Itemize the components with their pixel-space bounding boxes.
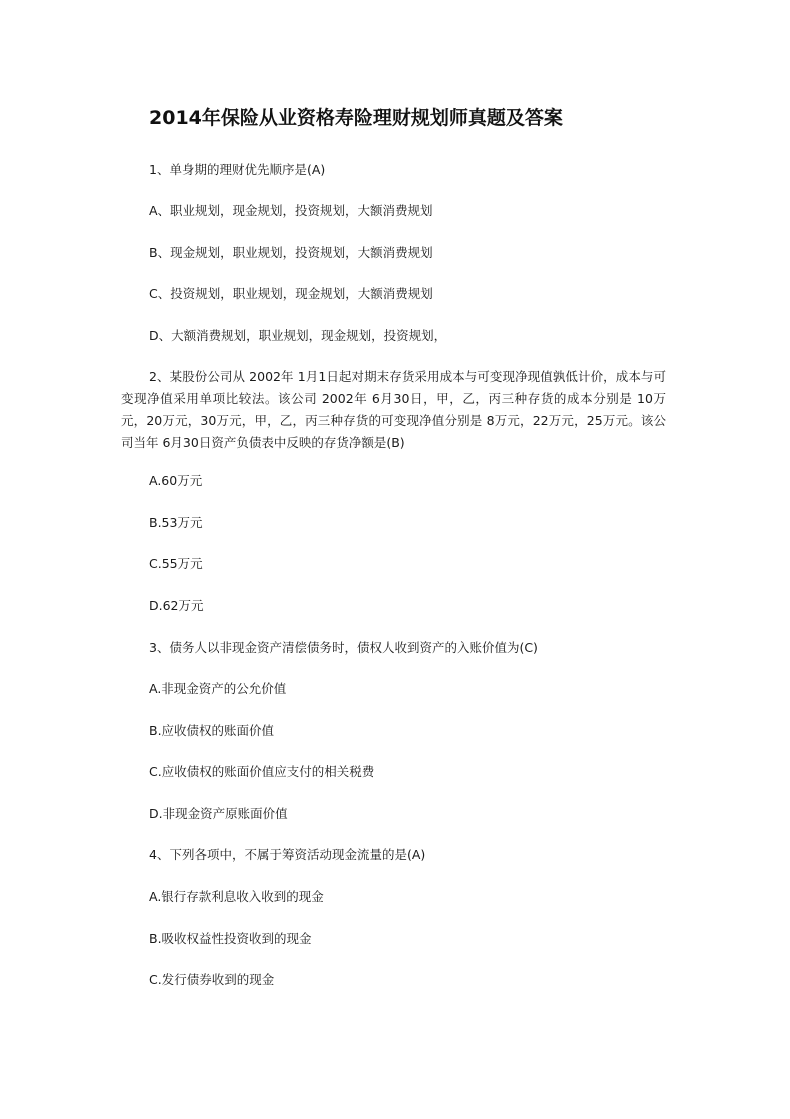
question-2-option-a: A.60万元 xyxy=(149,473,203,488)
question-3-option-a: A.非现金资产的公允价值 xyxy=(149,681,287,696)
question-1-option-d: D、大额消费规划，职业规划，现金规划，投资规划， xyxy=(149,328,447,343)
question-2: 2、某股份公司从 2002年 1月1日起对期末存货采用成本与可变现净现值孰低计价，成本与可变现净值采用单项比较法。该公司 2002年 6月30日，甲，乙，丙三种存货的成本分别是 10万元，20万元，30万元，甲，乙，丙三种存货的可变现净值分别是 8万元，22万元，25万元。该公司当年 6月30日资产负债表中反映的存货净额是(B) xyxy=(121,369,666,450)
question-4: 4、下列各项中，不属于筹资活动现金流量的是(A) xyxy=(149,847,426,862)
document-title: 2014年保险从业资格寿险理财规划师真题及答案 xyxy=(149,107,563,129)
question-2-option-c: C.55万元 xyxy=(149,556,203,571)
question-1: 1、单身期的理财优先顺序是(A) xyxy=(149,162,326,177)
question-1-option-b: B、现金规划，职业规划，投资规划，大额消费规划 xyxy=(149,245,433,260)
question-3: 3、债务人以非现金资产清偿债务时，债权人收到资产的入账价值为(C) xyxy=(149,640,538,655)
question-4-option-b: B.吸收权益性投资收到的现金 xyxy=(149,931,312,946)
question-4-option-a: A.银行存款利息收入收到的现金 xyxy=(149,889,324,904)
question-1-option-c: C、投资规划，职业规划，现金规划，大额消费规划 xyxy=(149,286,433,301)
question-3-option-b: B.应收债权的账面价值 xyxy=(149,723,275,738)
question-3-option-d: D.非现金资产原账面价值 xyxy=(149,806,288,821)
question-1-option-a: A、职业规划，现金规划，投资规划，大额消费规划 xyxy=(149,203,433,218)
question-2-option-d: D.62万元 xyxy=(149,598,204,613)
question-3-option-c: C.应收债权的账面价值应支付的相关税费 xyxy=(149,764,375,779)
question-4-option-c: C.发行债券收到的现金 xyxy=(149,972,275,987)
question-2-option-b: B.53万元 xyxy=(149,515,203,530)
